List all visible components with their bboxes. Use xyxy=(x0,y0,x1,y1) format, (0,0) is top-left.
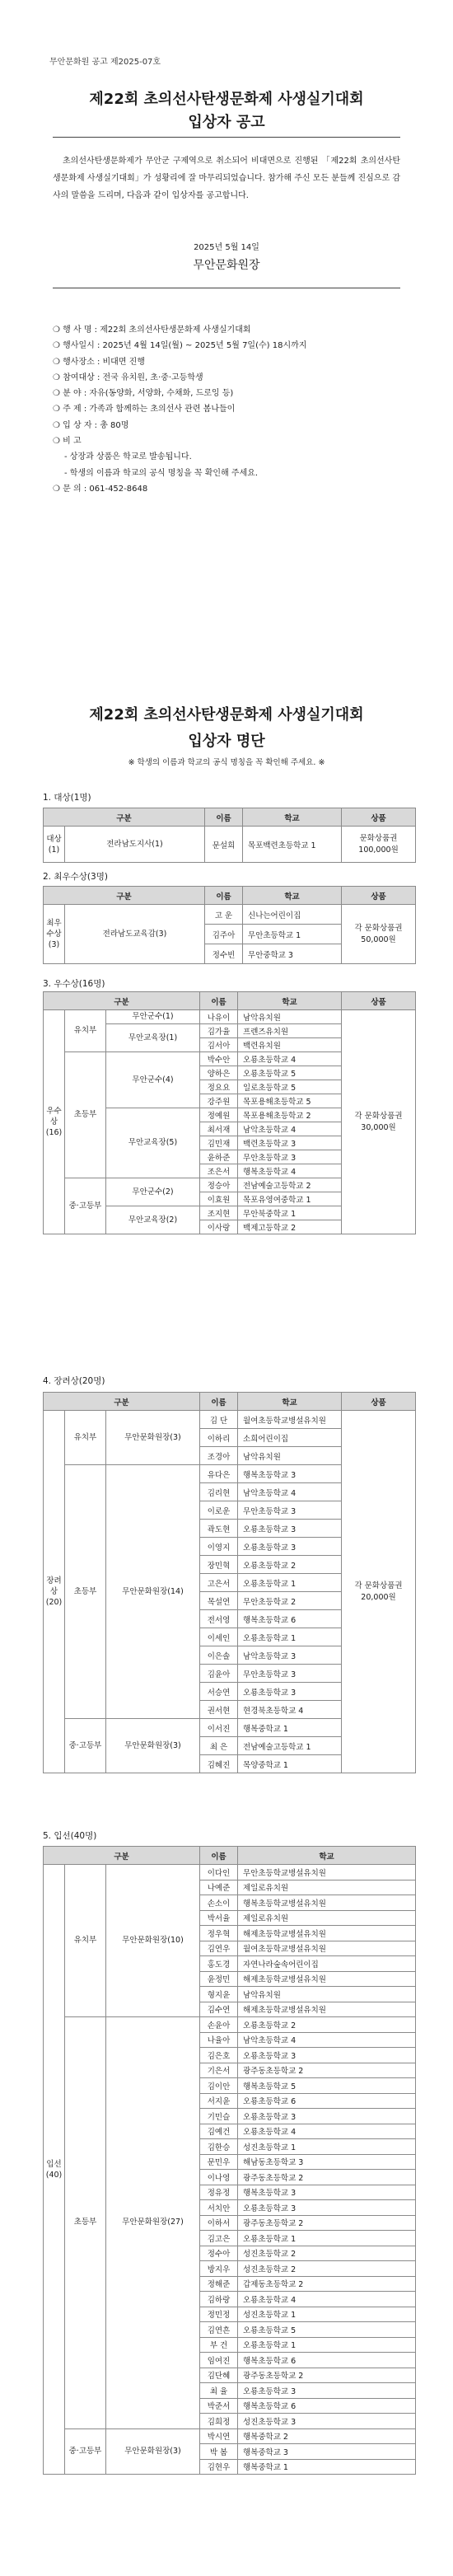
winner-school: 행복초등학교 6 xyxy=(238,2398,416,2414)
winner-school: 행복초등학교 3 xyxy=(238,2185,416,2200)
winner-name: 김윤아 xyxy=(200,1665,238,1683)
winner-name: 김하랑 xyxy=(200,2292,238,2307)
winner-school: 오룡초등학교 4 xyxy=(238,1052,342,1066)
header-school: 학교 xyxy=(243,808,342,827)
winner-school: 오룡초등학교 6 xyxy=(238,2093,416,2109)
winner-name: 김수연 xyxy=(200,2002,238,2017)
winner-name: 이사랑 xyxy=(200,1220,238,1234)
winner-name: 정우혁 xyxy=(200,1926,238,1941)
winner-school: 무안초등학교병설유치원 xyxy=(238,1865,416,1880)
award-name: 무안군수(2) xyxy=(106,1178,200,1206)
winner-school: 오룡초등학교 3 xyxy=(238,2383,416,2399)
grand-prize-table xyxy=(43,808,416,863)
division-level: 초등부 xyxy=(65,2017,106,2429)
winner-school: 남악초등학교 4 xyxy=(238,1122,342,1136)
division-level: 유치부 xyxy=(65,1865,106,2017)
winner-school: 남악유치원 xyxy=(238,1987,416,2002)
winner-school: 무안초등학교 2 xyxy=(238,1592,342,1610)
winner-name: 고 운 xyxy=(205,905,243,925)
division-level: 유치부 xyxy=(65,1411,106,1465)
division-level: 초등부 xyxy=(65,1052,106,1178)
table-row xyxy=(44,2428,416,2444)
winner-name: 조은서 xyxy=(200,1164,238,1178)
info-field: ❍ 분 야 : 자유(동양화, 서양화, 수채화, 드로잉 등) xyxy=(53,389,234,399)
winner-school: 성진초등학교 3 xyxy=(238,2414,416,2429)
winner-school: 제일로유치원 xyxy=(238,1910,416,1926)
info-theme: ❍ 주 제 : 가족과 함께하는 초의선사 관련 봄나들이 xyxy=(53,405,236,415)
table-row xyxy=(44,1865,416,1880)
table-header-row xyxy=(44,992,416,1010)
winner-name: 최 은 xyxy=(200,1737,238,1755)
winner-name: 이영지 xyxy=(200,1538,238,1556)
table-row xyxy=(44,1411,416,1429)
header-category: 구분 xyxy=(44,1847,200,1865)
winner-name: 이은솔 xyxy=(200,1646,238,1665)
winner-name: 조지현 xyxy=(200,1206,238,1220)
winner-name: 김연우 xyxy=(200,1941,238,1956)
merit-prize-table xyxy=(43,991,416,1234)
header-school: 학교 xyxy=(238,1847,416,1865)
winner-school: 현경북초등학교 4 xyxy=(238,1701,342,1719)
winner-name: 권서현 xyxy=(200,1701,238,1719)
winner-school: 성진초등학교 2 xyxy=(238,2246,416,2261)
info-event-name: ❍ 행 사 명 : 제22회 초의선사탄생문화제 사생실기대회 xyxy=(53,326,251,335)
division-level: 초등부 xyxy=(65,1465,106,1719)
winner-school: 오룡초등학교 5 xyxy=(238,1066,342,1080)
info-participants: ❍ 참여대상 : 전국 유치원, 초·중·고등학생 xyxy=(53,372,203,382)
prize-label: 우수상 (16) xyxy=(44,1010,65,1234)
award-name: 무안군수(4) xyxy=(106,1052,200,1108)
winner-name: 김은호 xyxy=(200,2048,238,2063)
announcement-title: 제22회 초의선사탄생문화제 사생실기대회 xyxy=(89,91,364,108)
winner-school: 일로초등학교 5 xyxy=(238,1080,342,1094)
winner-name: 문민우 xyxy=(200,2154,238,2170)
info-winner-count: ❍ 입 상 자 : 총 80명 xyxy=(53,420,129,430)
winner-name: 박서율 xyxy=(200,1910,238,1926)
winner-school: 신나는어린이집 xyxy=(243,905,342,925)
prize-item: 각 문화상품권 20,000원 xyxy=(342,1411,416,1773)
winner-name: 정예원 xyxy=(200,1108,238,1122)
encouragement-prize-table xyxy=(43,1392,416,1773)
winner-school: 오룡초등학교 3 xyxy=(238,2109,416,2124)
award-name: 무안문화원장(3) xyxy=(106,1719,200,1773)
winner-school: 전남예술고등학교 1 xyxy=(238,1737,342,1755)
winner-school: 오룡초등학교 3 xyxy=(238,2048,416,2063)
winner-school: 성진초등학교 1 xyxy=(238,2139,416,2155)
winner-school: 무안초등학교 1 xyxy=(243,925,342,944)
winner-school: 갑제동초등학교 2 xyxy=(238,2276,416,2292)
info-remark-2: - 학생의 이름과 학교의 공식 명칭을 꼭 확인해 주세요. xyxy=(64,468,259,478)
table-row xyxy=(44,1010,416,1024)
announcement-date: 2025년 5월 14일 xyxy=(194,243,259,252)
winner-school: 행복중학교 1 xyxy=(238,1719,342,1737)
header-school: 학교 xyxy=(243,887,342,905)
award-name: 전라남도지사(1) xyxy=(65,827,205,863)
winner-school: 오룡초등학교 1 xyxy=(238,1628,342,1646)
table-header-row xyxy=(44,887,416,905)
winner-school: 해제초등학교병설유치원 xyxy=(238,2002,416,2017)
winner-name: 정민정 xyxy=(200,2307,238,2322)
header-name: 이름 xyxy=(205,808,243,827)
award-name: 무안교육장(5) xyxy=(106,1108,200,1178)
winner-school: 성진초등학교 2 xyxy=(238,2261,416,2277)
winner-name: 임여진 xyxy=(200,2353,238,2368)
header-prize: 상품 xyxy=(342,887,416,905)
winner-name: 김가율 xyxy=(200,1024,238,1038)
division-level: 중·고등부 xyxy=(65,1178,106,1234)
header-name: 이름 xyxy=(200,992,238,1010)
winner-name: 곽도현 xyxy=(200,1520,238,1538)
winner-name: 손윤아 xyxy=(200,2017,238,2033)
winner-name: 정해준 xyxy=(200,2276,238,2292)
info-remarks: ❍ 비 고 xyxy=(53,437,82,447)
table-header-row xyxy=(44,1847,416,1865)
winner-school: 전남예술고등학교 2 xyxy=(238,1178,342,1192)
header-name: 이름 xyxy=(205,887,243,905)
award-name: 무안문화원장(27) xyxy=(106,2017,200,2429)
winner-name: 고은서 xyxy=(200,1574,238,1592)
award-name: 무안교육장(1) xyxy=(106,1024,200,1052)
winner-school: 행복초등학교 6 xyxy=(238,2353,416,2368)
winner-name: 정수빈 xyxy=(205,944,243,964)
division-level: 유치부 xyxy=(65,1010,106,1052)
winner-school: 오룡초등학교 3 xyxy=(238,1538,342,1556)
winner-school: 목포용해초등학교 2 xyxy=(238,1108,342,1122)
prize-item: 각 문화상품권 30,000원 xyxy=(342,1010,416,1234)
prize-label: 장려상 (20) xyxy=(44,1411,65,1773)
winner-name: 강주원 xyxy=(200,1094,238,1108)
winner-name: 윤하준 xyxy=(200,1150,238,1164)
award-name: 무안군수(1) xyxy=(106,1010,200,1024)
winner-name: 형지윤 xyxy=(200,1987,238,2002)
winner-school: 목포용해초등학교 5 xyxy=(238,1094,342,1108)
winner-school: 남악초등학교 4 xyxy=(238,1483,342,1501)
winner-school: 목양중학교 1 xyxy=(238,1755,342,1773)
event-info xyxy=(53,322,415,497)
header-prize: 상품 xyxy=(342,1393,416,1411)
prize-label: 입선 (40) xyxy=(44,1865,65,2475)
winner-school: 오룡초등학교 2 xyxy=(238,1556,342,1574)
winner-school: 오룡초등학교 3 xyxy=(238,1683,342,1701)
winner-name: 양하은 xyxy=(200,1066,238,1080)
winner-school: 오룡초등학교 3 xyxy=(238,2200,416,2216)
winner-school: 광주동초등학교 2 xyxy=(238,2215,416,2231)
winner-school: 제일로유치원 xyxy=(238,1880,416,1895)
prize-label: 대상 (1) xyxy=(44,827,65,863)
winner-name: 박수안 xyxy=(200,1052,238,1066)
winner-school: 남악초등학교 3 xyxy=(238,1646,342,1665)
winner-name: 나유이 xyxy=(200,1010,238,1024)
winner-school: 백제고등학교 2 xyxy=(238,1220,342,1234)
winner-name: 기은서 xyxy=(200,2063,238,2078)
winner-school: 남악초등학교 4 xyxy=(238,2032,416,2048)
table-row xyxy=(44,905,416,925)
winner-school: 남악유치원 xyxy=(238,1010,342,1024)
winner-school: 오룡초등학교 1 xyxy=(238,2231,416,2246)
winner-name: 김서아 xyxy=(200,1038,238,1052)
winner-name: 이나영 xyxy=(200,2170,238,2185)
winner-school: 행복초등학교 6 xyxy=(238,1610,342,1628)
table-header-row xyxy=(44,808,416,827)
prize-item: 각 문화상품권 50,000원 xyxy=(342,905,416,964)
winner-name: 김고은 xyxy=(200,2231,238,2246)
winner-name: 문설희 xyxy=(205,827,243,863)
section-heading: 2. 최우수상(3명) xyxy=(43,872,108,882)
winner-name: 서승연 xyxy=(200,1683,238,1701)
winner-school: 오룡초등학교 3 xyxy=(238,1520,342,1538)
winner-school: 무안초등학교 3 xyxy=(238,1501,342,1520)
winner-name: 목설연 xyxy=(200,1592,238,1610)
header-category: 구분 xyxy=(44,808,205,827)
winner-name: 이세인 xyxy=(200,1628,238,1646)
winner-school: 해제초등학교병설유치원 xyxy=(238,1971,416,1987)
award-name: 무안교육장(2) xyxy=(106,1206,200,1234)
winner-name: 김 단 xyxy=(200,1411,238,1429)
winner-school: 목포유영여중학교 1 xyxy=(238,1192,342,1206)
winner-name: 부 건 xyxy=(200,2337,238,2353)
winner-name: 정수아 xyxy=(200,2246,238,2261)
winner-name: 김리현 xyxy=(200,1483,238,1501)
award-name: 전라남도교육감(3) xyxy=(65,905,205,964)
winner-name: 박준서 xyxy=(200,2398,238,2414)
winner-name: 홍도경 xyxy=(200,1956,238,1972)
award-name: 무안문화원장(3) xyxy=(106,1411,200,1465)
winner-name: 이서진 xyxy=(200,1719,238,1737)
winner-name: 손소이 xyxy=(200,1895,238,1911)
winner-name: 김희정 xyxy=(200,2414,238,2429)
info-event-venue: ❍ 행사장소 : 비대면 진행 xyxy=(53,357,145,367)
winner-school: 행복중학교 1 xyxy=(238,2459,416,2475)
winner-school: 오룡초등학교 1 xyxy=(238,1574,342,1592)
winner-school: 오룡초등학교 4 xyxy=(238,2292,416,2307)
list-title: 제22회 초의선사탄생문화제 사생실기대회 xyxy=(89,706,364,724)
winner-school: 무안초등학교 3 xyxy=(238,1150,342,1164)
table-row xyxy=(44,827,416,863)
winner-name: 전서영 xyxy=(200,1610,238,1628)
winner-name: 김한승 xyxy=(200,2139,238,2155)
winner-school: 성진초등학교 1 xyxy=(238,2307,416,2322)
header-name: 이름 xyxy=(200,1393,238,1411)
winner-school: 해제초등학교병설유치원 xyxy=(238,1926,416,1941)
winner-name: 서지윤 xyxy=(200,2093,238,2109)
winner-name: 박시연 xyxy=(200,2428,238,2444)
header-name: 이름 xyxy=(200,1847,238,1865)
winner-name: 김단혜 xyxy=(200,2368,238,2383)
section-heading: 4. 장려상(20명) xyxy=(43,1376,105,1386)
winner-name: 서치안 xyxy=(200,2200,238,2216)
winner-name: 이효원 xyxy=(200,1192,238,1206)
info-event-period: ❍ 행사일시 : 2025년 4월 14일(월) ~ 2025년 5월 7일(수) 18시까지 xyxy=(53,341,307,351)
issuer-name: 무안문화원장 xyxy=(193,259,260,272)
winner-name: 김예건 xyxy=(200,2124,238,2139)
winner-name: 이하리 xyxy=(200,1429,238,1447)
winner-name: 김주아 xyxy=(205,925,243,944)
winner-school: 자연나라숲속어린이집 xyxy=(238,1956,416,1972)
winner-school: 광주동초등학교 2 xyxy=(238,2170,416,2185)
winner-name: 유다은 xyxy=(200,1465,238,1483)
winner-name: 정유정 xyxy=(200,2185,238,2200)
award-name: 무안문화원장(10) xyxy=(106,1865,200,2017)
prize-label: 최우수상 (3) xyxy=(44,905,65,964)
list-subtitle: 입상자 명단 xyxy=(188,733,265,750)
prize-item: 문화상품권 100,000원 xyxy=(342,827,416,863)
winner-name: 박 봄 xyxy=(200,2444,238,2460)
header-prize: 상품 xyxy=(342,992,416,1010)
table-header-row xyxy=(44,1393,416,1411)
winner-school: 오룡초등학교 1 xyxy=(238,2337,416,2353)
intro-paragraph: 초의선사탄생문화제가 무안군 구제역으로 취소되어 비대면으로 진행된 「제22회 초의선사탄생문화제 사생실기대회」가 성황리에 잘 마무리되었습니다. 참가해 주신 모든 분들께 진심으로 감사의 말씀을 드리며, 다음과 같이 입상자를 공고합니다. xyxy=(53,157,400,200)
winner-name: 김이안 xyxy=(200,2078,238,2094)
winner-name: 윤정민 xyxy=(200,1971,238,1987)
announcement-subtitle: 입상자 공고 xyxy=(188,114,265,131)
header-school: 학교 xyxy=(238,992,342,1010)
division-level: 중·고등부 xyxy=(65,2428,106,2475)
info-contact: ❍ 문 의 : 061-452-8648 xyxy=(53,484,148,494)
award-name: 무안문화원장(14) xyxy=(106,1465,200,1719)
winner-school: 소희어린이집 xyxy=(238,1429,342,1447)
winner-school: 프렌즈유치원 xyxy=(238,1024,342,1038)
winner-school: 오룡초등학교 4 xyxy=(238,2124,416,2139)
winner-school: 행복중학교 2 xyxy=(238,2428,416,2444)
winner-name: 최 율 xyxy=(200,2383,238,2399)
winner-name: 이다인 xyxy=(200,1865,238,1880)
winner-name: 나예준 xyxy=(200,1880,238,1895)
winner-school: 월여초등학교병설유치원 xyxy=(238,1941,416,1956)
winner-name: 조경아 xyxy=(200,1447,238,1465)
header-school: 학교 xyxy=(238,1393,342,1411)
winner-name: 이로운 xyxy=(200,1501,238,1520)
table-row xyxy=(44,2017,416,2033)
winner-school: 행복초등학교 5 xyxy=(238,2078,416,2094)
list-notice: ※ 학생의 이름과 학교의 공식 명칭을 꼭 확인해 주세요. ※ xyxy=(128,758,325,767)
header-prize: 상품 xyxy=(342,808,416,827)
winner-school: 행복중학교 3 xyxy=(238,2444,416,2460)
winner-school: 오룡초등학교 5 xyxy=(238,2322,416,2338)
header-category: 구분 xyxy=(44,1393,200,1411)
info-remark-1: - 상장과 상품은 학교로 발송됩니다. xyxy=(64,452,192,462)
winner-name: 기민슬 xyxy=(200,2109,238,2124)
winner-name: 최서재 xyxy=(200,1122,238,1136)
winner-name: 정승아 xyxy=(200,1178,238,1192)
winner-name: 나율아 xyxy=(200,2032,238,2048)
division-level: 중·고등부 xyxy=(65,1719,106,1773)
winner-school: 목포백련초등학교 1 xyxy=(243,827,342,863)
winner-school: 광주동초등학교 2 xyxy=(238,2368,416,2383)
winner-school: 월여초등학교병설유치원 xyxy=(238,1411,342,1429)
winner-school: 해남동초등학교 3 xyxy=(238,2154,416,2170)
winner-school: 무안초등학교 3 xyxy=(238,1665,342,1683)
winner-name: 방지우 xyxy=(200,2261,238,2277)
winner-school: 남악유치원 xyxy=(238,1447,342,1465)
winner-school: 행복초등학교병설유치원 xyxy=(238,1895,416,1911)
winner-name: 김민재 xyxy=(200,1136,238,1150)
winner-name: 장민혁 xyxy=(200,1556,238,1574)
winner-school: 무안중학교 3 xyxy=(243,944,342,964)
winner-school: 무안북중학교 1 xyxy=(238,1206,342,1220)
winner-school: 백련초등학교 3 xyxy=(238,1136,342,1150)
winner-school: 행복초등학교 4 xyxy=(238,1164,342,1178)
winner-name: 이하서 xyxy=(200,2215,238,2231)
title-rule xyxy=(53,137,400,138)
winner-school: 백련유치원 xyxy=(238,1038,342,1052)
section-heading: 1. 대상(1명) xyxy=(43,793,91,803)
header-category: 구분 xyxy=(44,887,205,905)
award-name: 무안문화원장(3) xyxy=(106,2428,200,2475)
winner-name: 정요요 xyxy=(200,1080,238,1094)
section-heading: 3. 우수상(16명) xyxy=(43,979,105,989)
winner-school: 행복초등학교 3 xyxy=(238,1465,342,1483)
document-number: 무안문화원 공고 제2025-07호 xyxy=(49,58,161,67)
section-heading: 5. 입선(40명) xyxy=(43,1831,97,1841)
winner-name: 김현우 xyxy=(200,2459,238,2475)
winner-name: 김혜진 xyxy=(200,1755,238,1773)
winner-school: 오룡초등학교 2 xyxy=(238,2017,416,2033)
excellence-prize-table xyxy=(43,886,416,964)
header-category: 구분 xyxy=(44,992,200,1010)
winner-name: 김연흔 xyxy=(200,2322,238,2338)
winner-school: 광주동초등학교 2 xyxy=(238,2063,416,2078)
honorable-mention-table xyxy=(43,1846,416,2475)
